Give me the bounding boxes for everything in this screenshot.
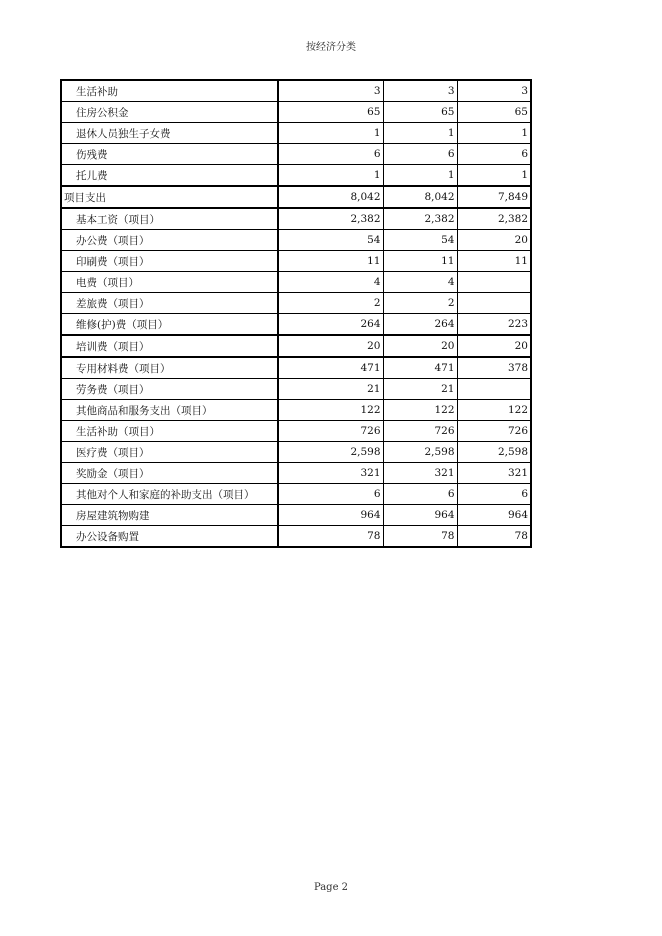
table-row [61,314,531,336]
row-label: 奖励金（项目） [61,463,278,484]
value-cell: 4 [278,272,383,293]
table-row [61,272,531,293]
value-cell: 2,598 [457,442,531,463]
value-cell: 21 [383,379,457,400]
value-cell: 11 [383,251,457,272]
table-row [61,230,531,251]
value-cell: 65 [457,102,531,123]
row-label: 印刷费（项目） [61,251,278,272]
value-cell: 471 [278,357,383,379]
table-row [61,505,531,526]
table-row-section [61,186,531,208]
value-cell: 321 [278,463,383,484]
page-header-title: 按经济分类 [306,42,356,53]
value-cell: 6 [383,484,457,505]
value-cell: 6 [457,484,531,505]
value-cell: 2,598 [278,442,383,463]
value-cell: 3 [457,80,531,102]
row-label: 其他商品和服务支出（项目） [61,400,278,421]
value-cell: 964 [278,505,383,526]
value-cell: 7,849 [457,186,531,208]
row-label: 培训费（项目） [61,335,278,357]
value-cell: 6 [278,484,383,505]
value-cell: 321 [457,463,531,484]
table-row [61,526,531,548]
value-cell: 2,382 [457,208,531,230]
value-cell: 21 [278,379,383,400]
row-label: 专用材料费（项目） [61,357,278,379]
table-row [61,144,531,165]
value-cell: 54 [278,230,383,251]
value-cell: 1 [278,123,383,144]
value-cell: 471 [383,357,457,379]
value-cell: 726 [383,421,457,442]
value-cell: 20 [457,230,531,251]
table-row [61,357,531,379]
value-cell: 1 [383,165,457,187]
value-cell: 78 [457,526,531,548]
value-cell: 65 [383,102,457,123]
table-row [61,335,531,357]
budget-table [60,79,532,548]
table-row [61,293,531,314]
row-label: 生活补助 [61,80,278,102]
value-cell: 78 [383,526,457,548]
value-cell: 1 [457,165,531,187]
value-cell: 2,598 [383,442,457,463]
value-cell [457,379,531,400]
value-cell: 726 [278,421,383,442]
table-row [61,484,531,505]
table-row [61,251,531,272]
row-label: 办公费（项目） [61,230,278,251]
table-row [61,208,531,230]
row-label: 住房公积金 [61,102,278,123]
value-cell: 964 [383,505,457,526]
table-row [61,442,531,463]
value-cell: 11 [457,251,531,272]
value-cell [457,272,531,293]
row-label: 差旅费（项目） [61,293,278,314]
value-cell: 3 [278,80,383,102]
value-cell: 65 [278,102,383,123]
row-label: 维修(护)费（项目） [61,314,278,336]
value-cell: 1 [278,165,383,187]
value-cell: 54 [383,230,457,251]
value-cell: 2,382 [383,208,457,230]
value-cell: 3 [383,80,457,102]
table-row [61,463,531,484]
section-label: 项目支出 [61,186,278,208]
value-cell: 20 [383,335,457,357]
row-label: 办公设备购置 [61,526,278,548]
row-label: 生活补助（项目） [61,421,278,442]
row-label: 托儿费 [61,165,278,187]
row-label: 其他对个人和家庭的补助支出（项目） [61,484,278,505]
value-cell: 726 [457,421,531,442]
value-cell: 223 [457,314,531,336]
value-cell: 2 [383,293,457,314]
value-cell: 8,042 [383,186,457,208]
table-row [61,421,531,442]
table-row [61,400,531,421]
value-cell: 264 [383,314,457,336]
value-cell: 1 [383,123,457,144]
row-label: 医疗费（项目） [61,442,278,463]
value-cell: 1 [457,123,531,144]
value-cell: 78 [278,526,383,548]
value-cell: 6 [278,144,383,165]
value-cell [457,293,531,314]
value-cell: 2 [278,293,383,314]
value-cell: 20 [457,335,531,357]
table-row [61,165,531,187]
row-label: 房屋建筑物购建 [61,505,278,526]
value-cell: 8,042 [278,186,383,208]
row-label: 基本工资（项目） [61,208,278,230]
row-label: 电费（项目） [61,272,278,293]
table-row [61,123,531,144]
value-cell: 964 [457,505,531,526]
table-row [61,379,531,400]
value-cell: 264 [278,314,383,336]
value-cell: 122 [383,400,457,421]
value-cell: 378 [457,357,531,379]
table-row [61,102,531,123]
value-cell: 4 [383,272,457,293]
row-label: 退休人员独生子女费 [61,123,278,144]
value-cell: 6 [457,144,531,165]
page-footer-number: Page 2 [313,882,349,893]
value-cell: 122 [457,400,531,421]
table-row [61,80,531,102]
value-cell: 2,382 [278,208,383,230]
value-cell: 122 [278,400,383,421]
row-label: 伤残费 [61,144,278,165]
value-cell: 11 [278,251,383,272]
value-cell: 321 [383,463,457,484]
value-cell: 6 [383,144,457,165]
row-label: 劳务费（项目） [61,379,278,400]
value-cell: 20 [278,335,383,357]
